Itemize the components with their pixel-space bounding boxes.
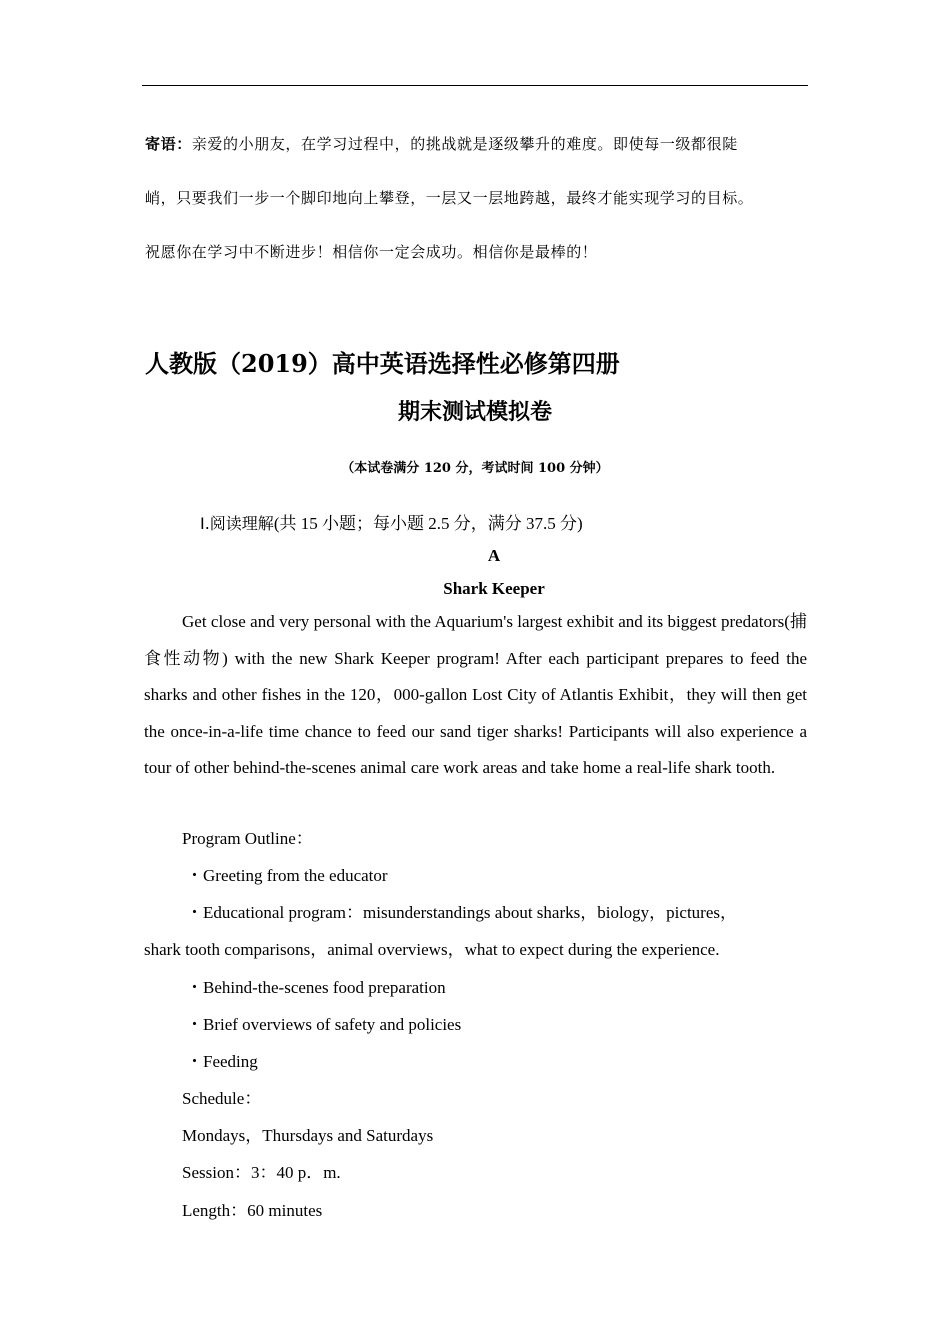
header-rule	[142, 85, 808, 86]
section-heading	[200, 509, 583, 534]
section-label: Ⅰ.阅读理解	[200, 514, 274, 533]
outline-item: ・Behind‐the‐scenes food preparation	[186, 978, 446, 997]
passage-letter: A	[487, 546, 501, 565]
outline-item: ・Feeding	[186, 1052, 258, 1071]
exam-note: （本试卷满分 120 分，考试时间 100 分钟）	[341, 461, 609, 476]
document-subtitle: 期末测试模拟卷	[397, 399, 552, 425]
outline-item: ・Brief overviews of safety and policies	[186, 1015, 462, 1034]
preface-line-2: 峭，只要我们一步一个脚印地向上攀登，一层又一层地跨越，最终才能实现学习的目标。	[145, 189, 754, 207]
schedule-session: Session：3：40 p．m.	[182, 1163, 341, 1182]
outline-item-continued: shark tooth comparisons，animal overviews，what to expect during the experience.	[144, 940, 720, 959]
outline-item: ・Educational program：misunderstandings about sharks，biology，pictures，	[186, 903, 737, 922]
schedule-length: Length：60 minutes	[182, 1201, 323, 1220]
passage-title: Shark Keeper	[443, 579, 545, 598]
preface-line-1	[145, 133, 738, 154]
preface-text-1: 亲爱的小朋友，在学习过程中，的挑战就是逐级攀升的难度。即使每一级都很陡	[191, 135, 738, 153]
passage-paragraph: Get close and very personal with the Aquarium's largest exhibit and its biggest predators(捕食性动物) with the new Shark Keeper program! After each participant prepares to feed the sharks and other fishes in the 120，000-gallon Lost City of Atlantis Exhibit，they will then get the once‐in‐a‐life time chance to feed our sand tiger sharks! Participants will also experience a tour of other behind-the-scenes animal care work areas and take home a real-life shark tooth.	[144, 612, 807, 777]
outline-label: Program Outline：	[182, 829, 313, 848]
schedule-label: Schedule：	[182, 1089, 262, 1108]
preface-line-3: 祝愿你在学习中不断进步！相信你一定会成功。相信你是最棒的！	[145, 243, 598, 261]
schedule-days: Mondays，Thursdays and Saturdays	[182, 1126, 434, 1145]
outline-item: ・Greeting from the educator	[186, 866, 388, 885]
preface-label: 寄语：	[145, 135, 192, 153]
section-detail: (共 15 小题；每小题 2.5 分，满分 37.5 分)	[273, 514, 583, 533]
document-title: 人教版（2019）高中英语选择性必修第四册	[145, 349, 620, 378]
